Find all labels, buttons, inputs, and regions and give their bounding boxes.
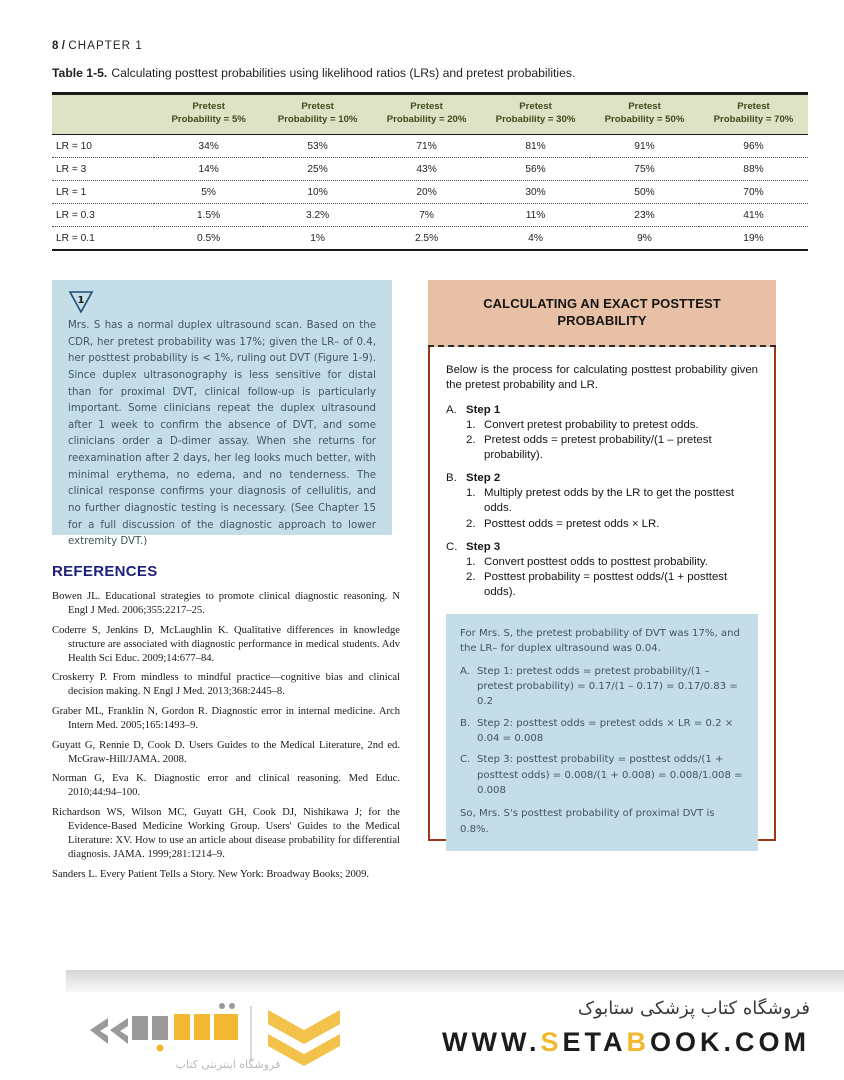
example-item-text: Step 1: pretest odds = pretest probability/(1 – pretest probability) = 0.17/(1 – 0.17) = 0.17/0.83 = 0.2: [477, 665, 738, 708]
table-cell: 2.5%: [372, 226, 481, 250]
panel-substeps: [446, 418, 758, 463]
example-item-marker: C.: [460, 754, 471, 766]
panel-step: [446, 541, 758, 600]
row-label: LR = 1: [52, 180, 154, 203]
panel-body: [428, 347, 776, 841]
table-cell: 1.5%: [154, 203, 263, 226]
panel-step: [446, 472, 758, 531]
example-item-text: Step 3: posttest probability = posttest odds/(1 + posttest odds) = 0.008/(1 + 0.008) = 0.008/1.008 = 0.008: [477, 754, 743, 796]
example-item: [460, 716, 744, 747]
substep-marker: 2.: [466, 434, 476, 447]
table-cell: 9%: [590, 226, 699, 250]
brand-url[interactable]: [410, 1027, 810, 1058]
table-cell: 81%: [481, 134, 590, 157]
column-header-line1: Pretest: [192, 101, 225, 112]
column-header-line1: Pretest: [301, 101, 334, 112]
references-list: [52, 590, 400, 887]
table-cell: 11%: [481, 203, 590, 226]
column-header-line1: Pretest: [519, 101, 552, 112]
table-column-header-0: [154, 94, 263, 135]
case-vignette-box: [52, 280, 392, 548]
reference-item: Richardson WS, Wilson MC, Guyatt GH, Cook DJ, Nishikawa J; for the Evidence-Based Medicine Working Group. Users' Guides to the Medical Literature: XV. How to use an article about disease probability for differential diagnosis. JAMA. 1999;281:1214–9.: [52, 807, 400, 861]
substep-text: Convert posttest odds to posttest probability.: [484, 555, 708, 568]
column-header-line1: Pretest: [737, 101, 770, 112]
table-cell: 3.2%: [263, 203, 372, 226]
panel-step-heading: [446, 472, 758, 484]
panel-substep: [466, 418, 758, 433]
case-vignette-text: Mrs. S has a normal duplex ultrasound scan. Based on the CDR, her pretest probability was 17%; given the LR– of 0.4, her posttest probability is < 1%, ruling out DVT (Figure 1-9). Since duplex ultrasonography is less sensitive for distal than for proximal DVT, clinical follow-up is particularly important. Some clinicians repeat the duplex ultrasound after 1 week to confirm the absence of DVT, and some clinicians order a D-dimer assay. When she returns for reexamination after 2 days, her leg looks much better, with minimal erythema, no edema, and no tenderness. The clinical response confirms your diagnosis of cellulitis, and no further diagnostic testing is necessary. (See Chapter 15 for a full discussion of the diagnostic approach to lower extremity DVT.): [68, 320, 376, 548]
panel-worked-example: [446, 614, 758, 851]
table-cell: 20%: [372, 180, 481, 203]
step-title: Step 1: [466, 403, 501, 416]
substep-text: Convert pretest probability to pretest odds.: [484, 418, 699, 431]
row-label: LR = 3: [52, 157, 154, 180]
example-item: [460, 664, 744, 710]
table-cell: 1%: [263, 226, 372, 250]
column-header-line2: Probability = 5%: [171, 113, 246, 125]
references-heading: REFERENCES: [52, 563, 158, 580]
column-header-line1: Pretest: [628, 101, 661, 112]
table-cell: 96%: [699, 134, 808, 157]
brand-persian-title: فروشگاه کتاب پزشکی ستابوک: [577, 998, 810, 1019]
table-cell: 5%: [154, 180, 263, 203]
example-items-list: [460, 664, 744, 799]
table-cell: 71%: [372, 134, 481, 157]
reference-item: Bowen JL. Educational strategies to promote clinical diagnostic reasoning. N Engl J Med. 2006;355:2217–25.: [52, 591, 400, 617]
example-item-marker: B.: [460, 717, 471, 729]
table-cell: 14%: [154, 157, 263, 180]
table-caption-text: Calculating posttest probabilities using likelihood ratios (LRs) and pretest probabilities.: [111, 66, 576, 80]
substep-marker: 1.: [466, 418, 476, 431]
example-lead-text: For Mrs. S, the pretest probability of DVT was 17%, and the LR– for duplex ultrasound was 0.04.: [460, 628, 740, 655]
url-prefix: WWW.: [442, 1027, 541, 1058]
step-title: Step 2: [466, 472, 501, 485]
example-conclusion: So, Mrs. S's posttest probability of proximal DVT is 0.8%.: [460, 808, 715, 835]
setabook-logo: [78, 996, 378, 1072]
table-row: [52, 157, 808, 180]
table-cell: 88%: [699, 157, 808, 180]
panel-intro-text: Below is the process for calculating posttest probability given the pretest probability and LR.: [446, 364, 758, 392]
panel-title: CALCULATING AN EXACT POSTTEST PROBABILITY: [428, 280, 776, 347]
panel-substep: [466, 517, 758, 532]
page-number: 8: [52, 40, 59, 52]
url-suffix: OOK.COM: [650, 1027, 810, 1058]
column-header-line1: Pretest: [410, 101, 443, 112]
step-marker: B.: [446, 472, 457, 485]
table-column-header-1: [263, 94, 372, 135]
table-cell: 10%: [263, 180, 372, 203]
table-cell: 43%: [372, 157, 481, 180]
table-cell: 0.5%: [154, 226, 263, 250]
table-row: [52, 226, 808, 250]
table-column-header-5: [699, 94, 808, 135]
table-corner-header: [52, 94, 154, 135]
brand-block: [410, 996, 810, 1058]
table-head: [52, 94, 808, 135]
reference-item: Guyatt G, Rennie D, Cook D. Users Guides to the Medical Literature, 2nd ed. McGraw-Hill/JAMA. 2008.: [52, 739, 400, 765]
table-cell: 41%: [699, 203, 808, 226]
panel-substeps: [446, 486, 758, 531]
substep-text: Posttest odds = pretest odds × LR.: [484, 517, 660, 530]
url-highlight-s: S: [540, 1027, 563, 1058]
step-title: Step 3: [466, 540, 501, 553]
url-highlight-b: B: [626, 1027, 650, 1058]
table-cell: 70%: [699, 180, 808, 203]
column-header-line2: Probability = 70%: [713, 113, 794, 125]
triangle-marker-icon: [68, 290, 94, 316]
footer-gradient-bar: [66, 970, 844, 992]
substep-marker: 1.: [466, 487, 476, 500]
running-head-separator: /: [61, 40, 66, 52]
table-column-header-2: [372, 94, 481, 135]
panel-substep: [466, 486, 758, 516]
posttest-probability-panel: [428, 280, 776, 840]
table-row: [52, 180, 808, 203]
table-caption: [52, 66, 812, 80]
table-cell: 4%: [481, 226, 590, 250]
example-item-marker: A.: [460, 665, 470, 677]
substep-marker: 2.: [466, 571, 476, 584]
table-row: [52, 134, 808, 157]
panel-steps-list: [446, 404, 758, 600]
url-middle: ETA: [562, 1027, 627, 1058]
panel-step: [446, 404, 758, 463]
reference-item: Croskerry P. From mindless to mindful practice—cognitive bias and clinical decision making. N Engl J Med. 2013;368:2445–8.: [52, 672, 400, 698]
table-cell: 34%: [154, 134, 263, 157]
substep-text: Posttest probability = posttest odds/(1 + posttest odds).: [484, 571, 728, 599]
substep-text: Multiply pretest odds by the LR to get the posttest odds.: [484, 487, 735, 514]
svg-text:1: 1: [77, 295, 85, 306]
row-label: LR = 10: [52, 134, 154, 157]
table-cell: 7%: [372, 203, 481, 226]
table-cell: 25%: [263, 157, 372, 180]
step-marker: A.: [446, 403, 457, 416]
column-header-line2: Probability = 10%: [277, 113, 358, 125]
step-marker: C.: [446, 540, 458, 553]
table-cell: 30%: [481, 180, 590, 203]
likelihood-ratio-table-container: [52, 92, 808, 251]
table-cell: 50%: [590, 180, 699, 203]
panel-step-heading: [446, 541, 758, 553]
table-caption-label: Table 1-5.: [52, 66, 108, 80]
example-item: [460, 752, 744, 798]
substep-marker: 2.: [466, 517, 476, 530]
column-header-line2: Probability = 50%: [604, 113, 685, 125]
table-cell: 19%: [699, 226, 808, 250]
logo-subtitle-text: فروشگاه اینترنتی کتاب: [175, 1058, 281, 1071]
reference-item: Norman G, Eva K. Diagnostic error and clinical reasoning. Med Educ. 2010;44:94–100.: [52, 773, 400, 799]
table-row: [52, 203, 808, 226]
example-item-text: Step 2: posttest odds = pretest odds × LR = 0.2 × 0.04 = 0.008: [477, 717, 734, 744]
table-cell: 56%: [481, 157, 590, 180]
column-header-line2: Probability = 20%: [386, 113, 467, 125]
table-column-header-4: [590, 94, 699, 135]
substep-text: Pretest odds = pretest probability/(1 – pretest probability).: [484, 434, 712, 462]
table-cell: 75%: [590, 157, 699, 180]
footer-watermark: [0, 970, 844, 1080]
row-label: LR = 0.1: [52, 226, 154, 250]
reference-item: Coderre S, Jenkins D, McLaughlin K. Qualitative differences in knowledge structure are associated with diagnostic performance in medical students. Adv Health Sci Educ. 2009;14:677–84.: [52, 624, 400, 664]
panel-substep: [466, 555, 758, 570]
likelihood-ratio-table: [52, 92, 808, 251]
table-header-row: [52, 94, 808, 135]
table-cell: 53%: [263, 134, 372, 157]
table-cell: 91%: [590, 134, 699, 157]
panel-substep: [466, 570, 758, 600]
table-body: [52, 134, 808, 250]
table-cell: 23%: [590, 203, 699, 226]
table-column-header-3: [481, 94, 590, 135]
substep-marker: 1.: [466, 555, 476, 568]
panel-step-heading: [446, 404, 758, 416]
row-label: LR = 0.3: [52, 203, 154, 226]
chapter-label: CHAPTER 1: [68, 40, 143, 52]
reference-item: Sanders L. Every Patient Tells a Story. New York: Broadway Books; 2009.: [52, 868, 370, 880]
reference-item: Graber ML, Franklin N, Gordon R. Diagnostic error in internal medicine. Arch Intern Med. 2005;165:1493–9.: [52, 706, 400, 732]
running-head: [52, 40, 143, 52]
column-header-line2: Probability = 30%: [495, 113, 576, 125]
panel-substeps: [446, 555, 758, 600]
panel-substep: [466, 433, 758, 463]
